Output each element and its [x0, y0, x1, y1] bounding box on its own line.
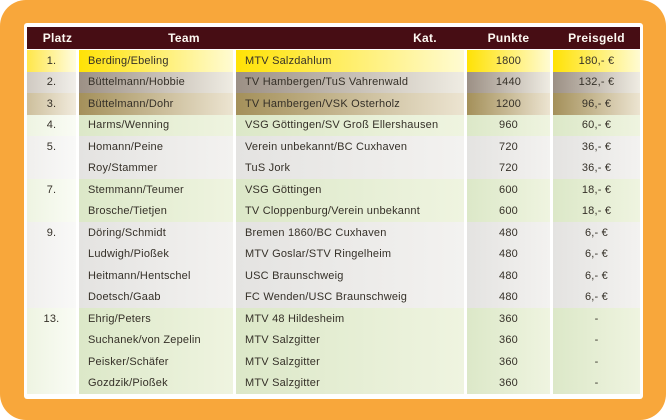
cell-punkte: 360 [467, 351, 550, 373]
header-punkte: Punkte [487, 31, 530, 45]
cell-preisgeld: - [553, 373, 640, 395]
cell-punkte: 360 [467, 308, 550, 330]
cell-platz [27, 330, 76, 352]
cell-kat: VSG Göttingen [236, 179, 464, 201]
cell-team: Döring/Schmidt [79, 222, 233, 244]
cell-team: Suchanek/von Zepelin [79, 330, 233, 352]
cell-preisgeld: - [553, 330, 640, 352]
table-row [27, 93, 640, 115]
results-panel [24, 23, 643, 399]
cell-kat: MTV Salzgitter [236, 373, 464, 395]
table-row [27, 158, 640, 180]
cell-team: Stemmann/Teumer [79, 179, 233, 201]
cell-platz: 4. [27, 115, 76, 137]
cell-platz: 5. [27, 136, 76, 158]
cell-preisgeld: 6,- € [553, 222, 640, 244]
cell-punkte: 480 [467, 222, 550, 244]
cell-preisgeld: - [553, 308, 640, 330]
cell-punkte: 360 [467, 373, 550, 395]
cell-preisgeld: 18,- € [553, 179, 640, 201]
header-kat: Kat. [413, 31, 437, 45]
cell-platz: 3. [27, 93, 76, 115]
cell-platz [27, 244, 76, 266]
cell-kat: FC Wenden/USC Braunschweig [236, 287, 464, 309]
header-platz: Platz [42, 31, 73, 45]
cell-punkte: 600 [467, 179, 550, 201]
table-row [27, 287, 640, 309]
cell-preisgeld: 36,- € [553, 158, 640, 180]
table-row [27, 244, 640, 266]
cell-punkte: 480 [467, 244, 550, 266]
cell-punkte: 480 [467, 287, 550, 309]
table-row [27, 115, 640, 137]
cell-kat: USC Braunschweig [236, 265, 464, 287]
cell-kat: MTV Salzgitter [236, 351, 464, 373]
cell-team: Brosche/Tietjen [79, 201, 233, 223]
cell-punkte: 600 [467, 201, 550, 223]
cell-team: Berding/Ebeling [79, 50, 233, 72]
cell-team: Ehrig/Peters [79, 308, 233, 330]
cell-platz [27, 265, 76, 287]
table-body [27, 50, 640, 394]
cell-preisgeld: 60,- € [553, 115, 640, 137]
cell-team: Heitmann/Hentschel [79, 265, 233, 287]
cell-kat: TV Cloppenburg/Verein unbekannt [236, 201, 464, 223]
cell-kat: TV Hambergen/TuS Vahrenwald [236, 72, 464, 94]
cell-kat: MTV Salzdahlum [236, 50, 464, 72]
table-row [27, 50, 640, 72]
table-row [27, 222, 640, 244]
cell-team: Roy/Stammer [79, 158, 233, 180]
cell-preisgeld: 6,- € [553, 244, 640, 266]
cell-kat: MTV Goslar/STV Ringelheim [236, 244, 464, 266]
cell-platz [27, 287, 76, 309]
cell-kat: VSG Göttingen/SV Groß Ellershausen [236, 115, 464, 137]
cell-platz: 2. [27, 72, 76, 94]
table-header [27, 27, 640, 49]
cell-team: Büttelmann/Hobbie [79, 72, 233, 94]
cell-team: Gozdzik/Pioßek [79, 373, 233, 395]
table-row [27, 373, 640, 395]
cell-kat: Bremen 1860/BC Cuxhaven [236, 222, 464, 244]
table-row [27, 330, 640, 352]
cell-team: Harms/Wenning [79, 115, 233, 137]
cell-preisgeld: 180,- € [553, 50, 640, 72]
cell-preisgeld: 36,- € [553, 136, 640, 158]
cell-platz: 13. [27, 308, 76, 330]
table-row [27, 72, 640, 94]
cell-punkte: 360 [467, 330, 550, 352]
cell-kat: TuS Jork [236, 158, 464, 180]
cell-preisgeld: 132,- € [553, 72, 640, 94]
cell-platz [27, 158, 76, 180]
cell-kat: TV Hambergen/VSK Osterholz [236, 93, 464, 115]
cell-platz [27, 351, 76, 373]
table-row [27, 308, 640, 330]
cell-preisgeld: - [553, 351, 640, 373]
table-row [27, 136, 640, 158]
cell-team: Doetsch/Gaab [79, 287, 233, 309]
cell-punkte: 1440 [467, 72, 550, 94]
cell-kat: MTV 48 Hildesheim [236, 308, 464, 330]
header-preisgeld: Preisgeld [568, 31, 625, 45]
cell-kat: Verein unbekannt/BC Cuxhaven [236, 136, 464, 158]
cell-team: Homann/Peine [79, 136, 233, 158]
cell-punkte: 720 [467, 158, 550, 180]
cell-punkte: 1200 [467, 93, 550, 115]
cell-platz: 9. [27, 222, 76, 244]
cell-platz: 7. [27, 179, 76, 201]
cell-preisgeld: 96,- € [553, 93, 640, 115]
cell-platz: 1. [27, 50, 76, 72]
table-row [27, 265, 640, 287]
table-row [27, 351, 640, 373]
table-row [27, 201, 640, 223]
cell-punkte: 480 [467, 265, 550, 287]
cell-team: Büttelmann/Dohr [79, 93, 233, 115]
cell-platz [27, 201, 76, 223]
cell-punkte: 720 [467, 136, 550, 158]
cell-kat: MTV Salzgitter [236, 330, 464, 352]
cell-preisgeld: 6,- € [553, 287, 640, 309]
cell-punkte: 960 [467, 115, 550, 137]
cell-team: Ludwigh/Pioßek [79, 244, 233, 266]
cell-preisgeld: 18,- € [553, 201, 640, 223]
header-team: Team [168, 31, 200, 45]
cell-team: Peisker/Schäfer [79, 351, 233, 373]
cell-platz [27, 373, 76, 395]
cell-preisgeld: 6,- € [553, 265, 640, 287]
table-row [27, 179, 640, 201]
cell-punkte: 1800 [467, 50, 550, 72]
